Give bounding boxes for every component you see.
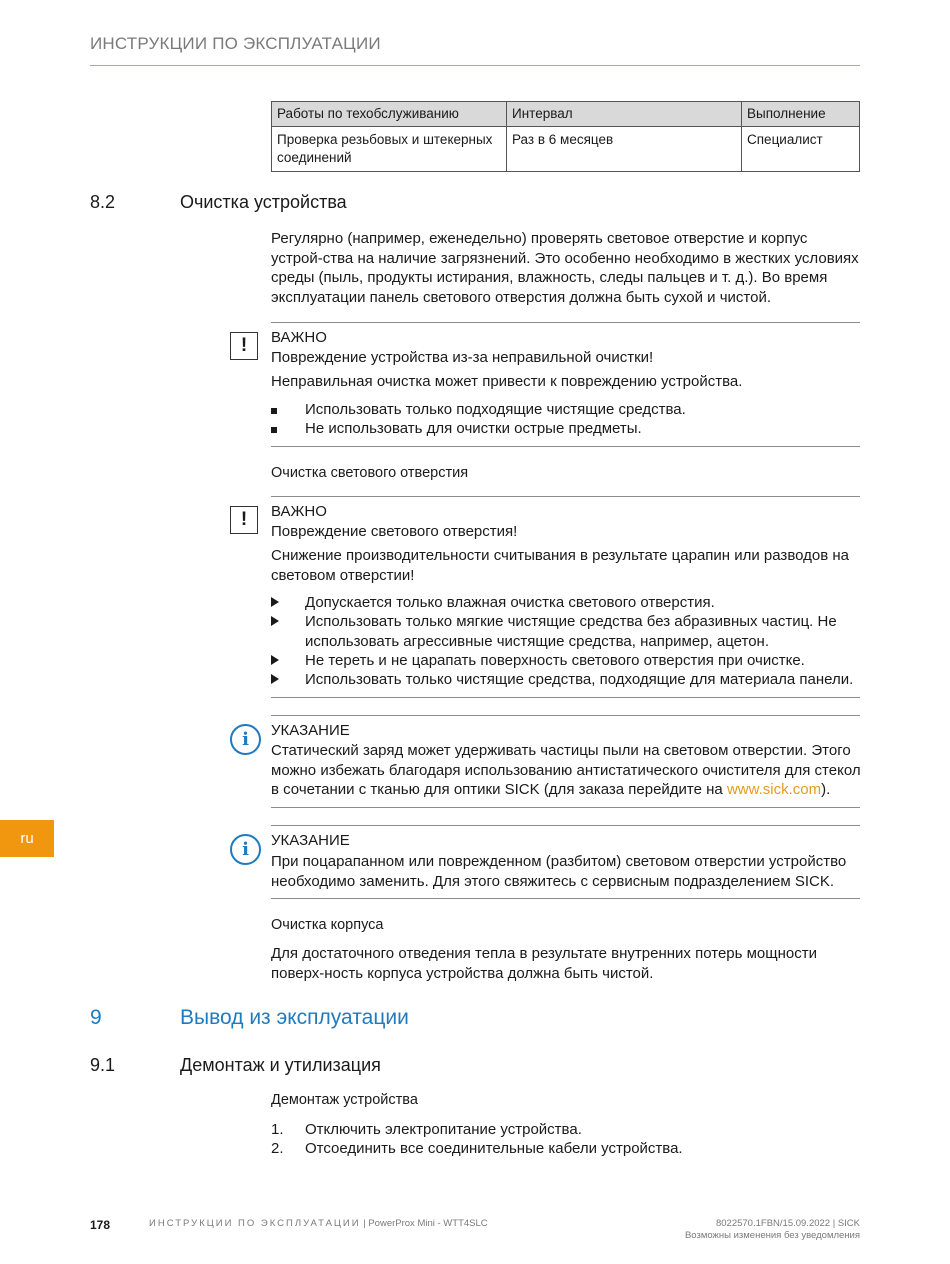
table-cell: Раз в 6 месяцев xyxy=(507,127,742,172)
sick-website-link[interactable]: www.sick.com xyxy=(726,781,822,798)
divider xyxy=(271,807,860,808)
warning-label: ВАЖНО xyxy=(271,503,327,520)
table-header-cell: Интервал xyxy=(507,102,742,127)
table-row xyxy=(272,127,860,172)
divider xyxy=(271,446,860,447)
info-icon: i xyxy=(230,834,261,865)
divider xyxy=(271,825,860,826)
triangle-bullet-icon xyxy=(271,651,279,671)
note-text: При поцарапанном или поврежденном (разбитом) световом отверстии устройство необходимо заменить. Для этого свяжитесь с сервисным подразделением SICK. xyxy=(271,853,847,890)
subheading: Демонтаж устройства xyxy=(271,1092,418,1108)
note-text xyxy=(271,741,861,800)
step-number: 2. xyxy=(271,1140,284,1157)
list-item xyxy=(271,1139,861,1159)
list-item-text: Не тереть и не царапать поверхность светового отверстия при очистке. xyxy=(305,652,805,669)
warning-label: ВАЖНО xyxy=(271,329,327,346)
footer-doc-ref: 8022570.1FBN/15.09.2022 | SICK xyxy=(715,1218,860,1229)
section-title: Очистка устройства xyxy=(180,192,347,212)
table-cell: Проверка резьбовых и штекерных соединений xyxy=(272,127,507,172)
subheading: Очистка светового отверстия xyxy=(271,465,469,481)
divider xyxy=(271,697,860,698)
list-item xyxy=(271,612,861,652)
footer-right xyxy=(685,1218,860,1242)
list-item-text: Использовать только чистящие средства, подходящие для материала панели. xyxy=(305,671,854,688)
chapter-number: 9 xyxy=(90,1006,102,1029)
section-number: 8.2 xyxy=(90,192,116,212)
warning-title: Повреждение светового отверстия! xyxy=(271,523,518,540)
divider xyxy=(271,496,860,497)
table-header-cell: Выполнение xyxy=(742,102,860,127)
page-number: 178 xyxy=(90,1218,111,1232)
square-bullet-icon xyxy=(271,400,277,420)
warning-text: Неправильная очистка может привести к повреждению устройства. xyxy=(271,373,743,390)
housing-paragraph: Для достаточного отведения тепла в результате внутренних потерь мощности поверх-ность корпуса устройства должна быть чистой. xyxy=(271,945,817,982)
info-icon: i xyxy=(230,724,261,755)
list-item xyxy=(271,1120,861,1140)
footer-product: | PowerProx Mini - WTT4SLC xyxy=(360,1218,488,1229)
subheading: Очистка корпуса xyxy=(271,917,384,933)
maintenance-table xyxy=(271,101,860,172)
note-text-body: Статический заряд может удерживать частицы пыли на световом отверстии. Этого можно избежать благодаря использованию антистатического очистителя для стекол в сочетании с тканью для оптики SICK (для заказа перейдите на xyxy=(271,742,861,798)
language-tab: ru xyxy=(0,820,54,857)
triangle-bullet-icon xyxy=(271,670,279,690)
list-item xyxy=(271,651,861,671)
warning-exclamation-icon: ! xyxy=(230,506,258,534)
list-item xyxy=(271,670,861,690)
section-title: Демонтаж и утилизация xyxy=(180,1055,381,1075)
step-number: 1. xyxy=(271,1121,284,1138)
note-label: УКАЗАНИЕ xyxy=(271,832,350,849)
footer-disclaimer: Возможны изменения без уведомления xyxy=(684,1230,860,1241)
header-divider xyxy=(90,65,860,66)
section-number: 9.1 xyxy=(90,1055,116,1075)
triangle-bullet-icon xyxy=(271,593,279,613)
warning-title: Повреждение устройства из-за неправильной очистки! xyxy=(271,349,654,366)
footer-doc-title xyxy=(149,1218,488,1229)
divider xyxy=(271,322,860,323)
list-item-text: Использовать только подходящие чистящие средства. xyxy=(305,401,686,418)
warning-exclamation-icon: ! xyxy=(230,332,258,360)
footer-doc-title-text: ИНСТРУКЦИИ ПО ЭКСПЛУАТАЦИИ xyxy=(149,1218,361,1229)
table-header-cell: Работы по техобслуживанию xyxy=(272,102,507,127)
note-label: УКАЗАНИЕ xyxy=(271,722,350,739)
table-header-row xyxy=(272,102,860,127)
square-bullet-icon xyxy=(271,419,277,439)
list-item-text: Не использовать для очистки острые предметы. xyxy=(305,420,642,437)
list-item xyxy=(271,593,861,613)
divider xyxy=(271,715,860,716)
list-item-text: Использовать только мягкие чистящие средства без абразивных частиц. Не использовать агрессивные чистящие средства, например, ацетон. xyxy=(305,613,837,650)
list-item xyxy=(271,400,861,420)
triangle-bullet-icon xyxy=(271,612,279,632)
chapter-title: Вывод из эксплуатации xyxy=(180,1006,409,1029)
note-text-end: ). xyxy=(821,781,831,798)
divider xyxy=(271,898,860,899)
list-item-text: Отсоединить все соединительные кабели устройства. xyxy=(305,1140,683,1157)
list-item xyxy=(271,419,861,439)
table-cell: Специалист xyxy=(742,127,860,172)
page-header-title: ИНСТРУКЦИИ ПО ЭКСПЛУАТАЦИИ xyxy=(90,34,381,53)
warning-text: Снижение производительности считывания в результате царапин или разводов на световом отверстии! xyxy=(271,547,849,584)
list-item-text: Допускается только влажная очистка светового отверстия. xyxy=(305,594,715,611)
intro-paragraph: Регулярно (например, еженедельно) проверять световое отверстие и корпус устрой-ства на наличие загрязнений. Это особенно необходимо в жестких условиях среды (пыль, продукты истирания, влажность, следы пальцев и т. д.). Во время эксплуатации панель светового отверстия должна быть сухой и чистой. xyxy=(271,230,859,306)
list-item-text: Отключить электропитание устройства. xyxy=(305,1121,582,1138)
